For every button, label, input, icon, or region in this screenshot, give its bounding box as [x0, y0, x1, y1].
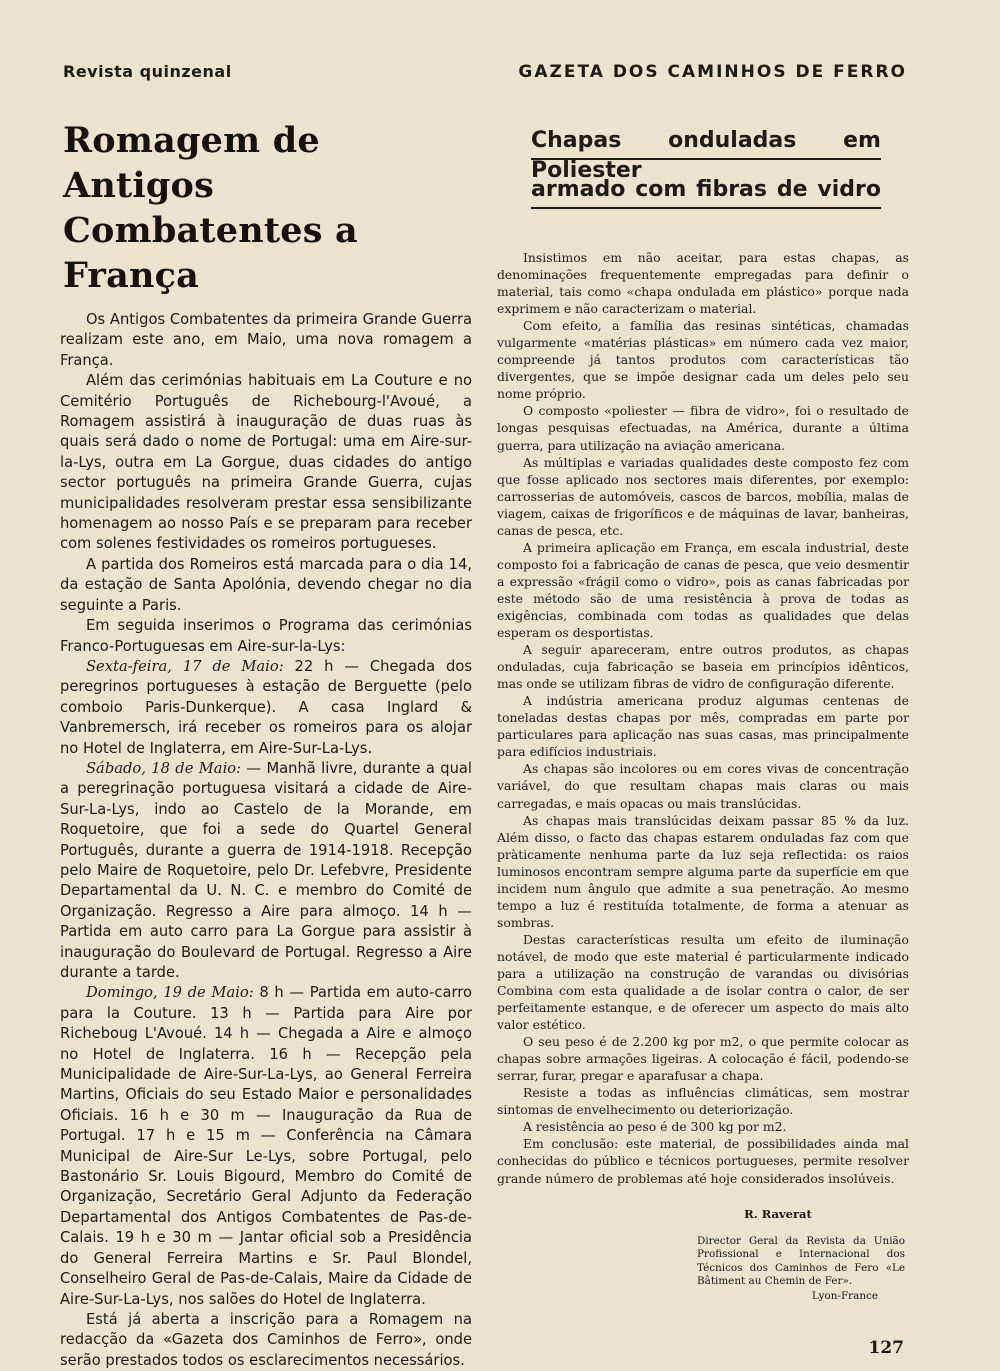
program-day-sunday [60, 983, 472, 1310]
program-day-friday [60, 657, 472, 759]
day-text-sunday: 8 h — Partida em auto-carro para la Couture. 13 h — Partida para Aire por Richeboug L'Avoué. 14 h — Chegada a Aire e almoço no Hotel de Inglaterra. 16 h — Recepção pela Municipalidade de Aire-Sur-La-Lys, ao General Ferreira Martins, Oficiais do seu Estado Maior e personalidades Oficiais. 16 h e 30 m — Inauguração da Rua de Portugal. 17 h e 15 m — Conferência na Câmara Municipal de Aire-Sur Le-Lys, sobre Portugal, pelo Bastonário Sr. Louis Bigourd, Membro do Comité de Organização, Secretário Geral Adjunto da Federação Departamental dos Antigos Combatentes de Pas-de-Calais. 19 h e 30 m — Jantar oficial sob a Presidência do General Ferreira Martins e Sr. Paul Blondel, Conselheiro Geral de Pas-de-Calais, Maire da Cidade de Aire-Sur-La-Lys, nos salões do Hotel de Inglaterra. [60, 984, 472, 1308]
left-article [60, 118, 472, 1371]
left-closing-paragraph: Está já aberta a inscrição para a Romagem na redacção da «Gazeta dos Caminhos de Ferro», onde serão prestados todos os esclarecimentos necessários. [60, 1310, 472, 1369]
author-location: Lyon-France [811, 1289, 878, 1302]
right-paragraph: As múltiplas e variadas qualidades deste composto fez com que fosse aplicado nos sectores mais diferentes, por exemplo: carrosserias de automóveis, cascos de barcos, mobília, malas de viagem, caixas de frigoríficos e de máquinas de lavar, banheiras, canas de pesca, etc. [497, 454, 909, 538]
left-paragraph: Os Antigos Combatentes da primeira Grande Guerra realizam este ano, em Maio, uma nova romagem a França. [60, 311, 472, 369]
right-paragraph: As chapas mais translúcidas deixam passar 85 % da luz. Além disso, o facto das chapas estarem onduladas faz com que pràticamente nenhuma parte da luz seja reflectida: os raios luminosos encontram sempre alguma parte da superfície em que incidem num ângulo que admite a sua penetração. Ao mesmo tempo a luz é restituída totalmente, de forma a atenuar as sombras. [497, 812, 909, 930]
author-description: Director Geral da Revista da União Profissional e Internacional dos Técnicos dos Caminhos de Fero «Le Bâtiment au Chemin de Fer». [697, 1234, 905, 1288]
left-title-line-2: Combatentes a França [63, 210, 358, 296]
right-article-body [497, 249, 909, 1187]
day-label-saturday: Sábado, 18 de Maio: [86, 759, 242, 777]
right-paragraph: Em conclusão: este material, de possibilidades ainda mal conhecidas do público e técnicos portugueses, permite resolver grande número de problemas até hoje considerados insolúveis. [497, 1136, 909, 1186]
left-paragraph: Em seguida inserimos o Programa das cerimónias Franco-Portuguesas em Aire-sur-la-Lys: [60, 617, 472, 655]
day-text-friday: 22 h — Chegada dos peregrinos portugueses à estação de Berguette (pelo comboio Paris-Dunkerque). A casa Inglard & Vanbremersch, irá receber os romeiros para os alojar no Hotel de Inglaterra, em Aire-Sur-La-Lys. [60, 657, 472, 757]
right-article [497, 126, 909, 1304]
day-label-sunday: Domingo, 19 de Maio: [86, 984, 254, 1002]
left-article-title [63, 118, 472, 298]
left-paragraph: Além das cerimónias habituais em La Couture e no Cemitério Português de Richebourg-l'Avoué, a Romagem assistirá à inauguração de duas ruas às quais será dado o nome de Portugal: uma em Aire-sur-la-Lys, outra em La Gorgue, duas cidades do antigo sector português na primeira Grande Guerra, cujas municipalidades resolveram prestar essa sensibilizante homenagem ao nosso País e se preparam para receber com solenes festividades os romeiros portugueses. [60, 372, 472, 553]
right-paragraph: A primeira aplicação em França, em escala industrial, deste composto foi a fabricação de canas de pesca, que veio desmentir a expressão «frágil como o vidro», pois as canas fabricadas por este método são de uma resistência à prova de todas as exigências, combinada com todas as qualidades que delas esperam os desportistas. [497, 539, 909, 641]
program-day-saturday [60, 759, 472, 983]
author-name: R. Raverat [744, 1206, 812, 1221]
right-title-line-2: armado com fibras de vidro [531, 175, 881, 209]
right-title-line-1: Chapas onduladas em Poliester [531, 128, 881, 183]
day-text-saturday: — Manhã livre, durante a qual a peregrinação portuguesa visitará a cidade de Aire-Sur-La-Lys, indo ao Castelo de la Morande, em Roquetoire, que foi a sede do Quartel General Português, durante a guerra de 1914-1918. Recepção pelo Maire de Roquetoire, pelo Dr. Lefebvre, Presidente Departamental da U. N. C. e membro do Comité de Organização. Regresso a Aire para almoço. 14 h — Partida em auto carro para La Gorgue para assistir à inauguração do Boulevard de Portugal. Regresso a Aire durante a tarde. [60, 759, 472, 981]
right-paragraph: O seu peso é de 2.200 kg por m2, o que permite colocar as chapas sobre armações ligeiras. A colocação é fácil, podendo-se serrar, furar, pregar e aparafusar a chapa. [497, 1034, 909, 1084]
right-paragraph: As chapas são incolores ou em cores vivas de concentração variável, do que resultam chapas mais claras ou mais carregadas, e mais opacas ou mais translúcidas. [497, 761, 909, 811]
right-paragraph: A indústria americana produz algumas centenas de toneladas destas chapas por mês, compradas em parte por particulares para aplicação nas suas casas, mas principalmente para edifícios industriais. [497, 693, 909, 760]
left-title-line-1: Romagem de Antigos [63, 120, 320, 206]
left-paragraph: A partida dos Romeiros está marcada para o dia 14, da estação de Santa Apolónia, devendo chegar no dia seguinte a Paris. [60, 555, 472, 614]
right-paragraph: A resistência ao peso é de 300 kg por m2. [523, 1119, 787, 1135]
header-publication-frequency: Revista quinzenal [63, 62, 232, 81]
right-paragraph: Destas características resulta um efeito de iluminação notável, de modo que este material é particularmente indicado para a utilização na construção de varandas ou divisórias Combina com esta qualidade a de isolar contra o calor, de ser perfeitamente estanque, e de oferecer um aspecto do mais alto valor estético. [497, 931, 909, 1033]
right-article-title [531, 126, 881, 209]
right-paragraph: O composto «poliester — fibra de vidro», foi o resultado de longas pesquisas efectuadas, na América, durante a última guerra, para utilização na aviação americana. [497, 403, 909, 453]
right-paragraph: Com efeito, a família das resinas sintéticas, chamadas vulgarmente «matérias plásticas» em número cada vez maior, compreende já tantos produtos com características tão divergentes, que se impõe designar cada um deles pelo seu nome próprio. [497, 318, 909, 402]
right-paragraph: Insistimos em não aceitar, para estas chapas, as denominações frequentemente empregadas para definir o material, tais como «chapa ondulada em plástico» porque nada exprimem e não caracterizam o material. [497, 250, 909, 317]
page-number: 127 [868, 1338, 904, 1358]
right-paragraph: A seguir apareceram, entre outros produtos, as chapas onduladas, cuja fabricação se baseia em princípios idênticos, mas onde se utilizam fibras de vidro de configuração diferente. [497, 642, 909, 692]
day-label-friday: Sexta-feira, 17 de Maio: [86, 657, 284, 675]
right-paragraph: Resiste a todas as influências climáticas, sem mostrar sintomas de envelhecimento ou deteriorização. [497, 1085, 909, 1118]
header-publication-title: GAZETA DOS CAMINHOS DE FERRO [518, 62, 907, 82]
